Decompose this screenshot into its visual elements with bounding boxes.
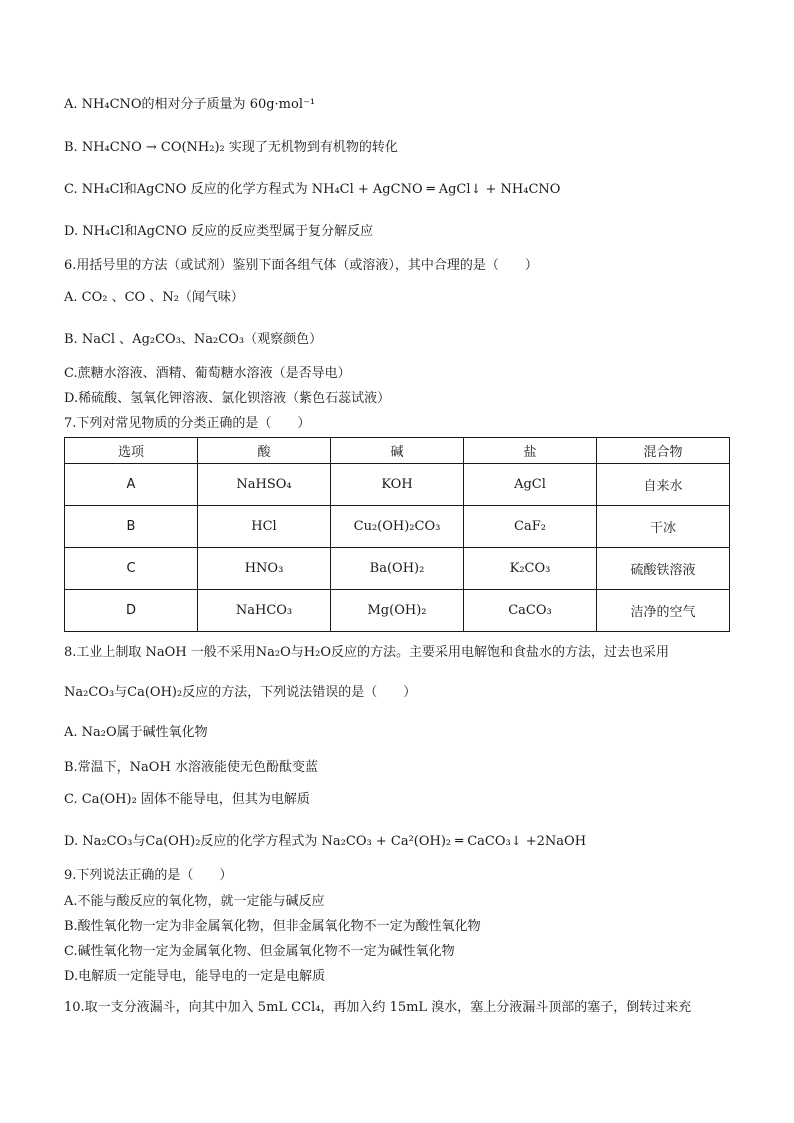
table-row — [65, 590, 730, 632]
q8-option-d: D. Na₂CO₃与Ca(OH)₂反应的化学方程式为 Na₂CO₃ + Ca²(OH)₂ ═ CaCO₃↓ +2NaOH — [64, 834, 587, 849]
row-label: A — [65, 464, 198, 506]
q6-stem: 6.用括号里的方法（或试剂）鉴别下面各组气体（或溶液），其中合理的是（ ） — [64, 258, 538, 273]
acid-cell: NaHCO₃ — [198, 590, 331, 632]
salt-cell: K₂CO₃ — [464, 548, 597, 590]
row-label: C — [65, 548, 198, 590]
q6-option-b: B. NaCl 、Ag₂CO₃、Na₂CO₃（观察颜色） — [64, 332, 323, 347]
mixture-cell: 干冰 — [597, 506, 730, 548]
row-label: D — [65, 590, 198, 632]
q9-stem: 9.下列说法正确的是（ ） — [64, 868, 233, 883]
q8-option-b: B.常温下，NaOH 水溶液能使无色酚酞变蓝 — [64, 760, 318, 775]
header-salt: 盐 — [464, 438, 597, 464]
q6-option-a: A. CO₂ 、CO 、N₂（闻气味） — [64, 290, 244, 305]
q9-option-b: B.酸性氧化物一定为非金属氧化物，但非金属氧化物不一定为酸性氧化物 — [64, 919, 481, 934]
salt-cell: CaF₂ — [464, 506, 597, 548]
q6-option-d: D.稀硫酸、氢氧化钾溶液、氯化钡溶液（紫色石蕊试液） — [64, 391, 391, 406]
row-label: B — [65, 506, 198, 548]
base-cell: KOH — [331, 464, 464, 506]
q5-option-a: A. NH₄CNO的相对分子质量为 60g·mol⁻¹ — [64, 97, 316, 112]
salt-cell: AgCl — [464, 464, 597, 506]
acid-cell: HCl — [198, 506, 331, 548]
mixture-cell: 自来水 — [597, 464, 730, 506]
classification-table — [64, 437, 730, 632]
table-row — [65, 548, 730, 590]
salt-cell: CaCO₃ — [464, 590, 597, 632]
header-option: 选项 — [65, 438, 198, 464]
header-acid: 酸 — [198, 438, 331, 464]
q8-option-c: C. Ca(OH)₂ 固体不能导电，但其为电解质 — [64, 792, 310, 807]
q10-stem: 10.取一支分液漏斗，向其中加入 5mL CCl₄，再加入约 15mL 溴水，塞上分液漏斗顶部的塞子，倒转过来充 — [64, 1000, 692, 1015]
q8-option-a: A. Na₂O属于碱性氧化物 — [64, 725, 208, 740]
q9-option-a: A.不能与酸反应的氧化物，就一定能与碱反应 — [64, 894, 325, 909]
table-row — [65, 506, 730, 548]
q5-option-d: D. NH₄Cl和AgCNO 反应的反应类型属于复分解反应 — [64, 224, 374, 239]
q5-option-c: C. NH₄Cl和AgCNO 反应的化学方程式为 NH₄Cl + AgCNO ═ AgCl↓ + NH₄CNO — [64, 182, 561, 197]
q9-option-c: C.碱性氧化物一定为金属氧化物、但金属氧化物不一定为碱性氧化物 — [64, 944, 455, 959]
header-base: 碱 — [331, 438, 464, 464]
base-cell: Cu₂(OH)₂CO₃ — [331, 506, 464, 548]
mixture-cell: 硫酸铁溶液 — [597, 548, 730, 590]
q6-option-c: C.蔗糖水溶液、酒精、葡萄糖水溶液（是否导电） — [64, 366, 351, 381]
q7-stem: 7.下列对常见物质的分类正确的是（ ） — [64, 416, 311, 431]
base-cell: Mg(OH)₂ — [331, 590, 464, 632]
acid-cell: HNO₃ — [198, 548, 331, 590]
q5-option-b: B. NH₄CNO → CO(NH₂)₂ 实现了无机物到有机物的转化 — [64, 140, 398, 155]
base-cell: Ba(OH)₂ — [331, 548, 464, 590]
q9-option-d: D.电解质一定能导电，能导电的一定是电解质 — [64, 969, 326, 984]
table-row — [65, 464, 730, 506]
table-header-row — [65, 438, 730, 464]
q8-stem-cont: Na₂CO₃与Ca(OH)₂反应的方法，下列说法错误的是（ ） — [64, 685, 417, 700]
acid-cell: NaHSO₄ — [198, 464, 331, 506]
mixture-cell: 洁净的空气 — [597, 590, 730, 632]
q8-stem: 8.工业上制取 NaOH 一般不采用Na₂O与H₂O反应的方法。主要采用电解饱和食盐水的方法，过去也采用 — [64, 645, 669, 660]
header-mixture: 混合物 — [597, 438, 730, 464]
